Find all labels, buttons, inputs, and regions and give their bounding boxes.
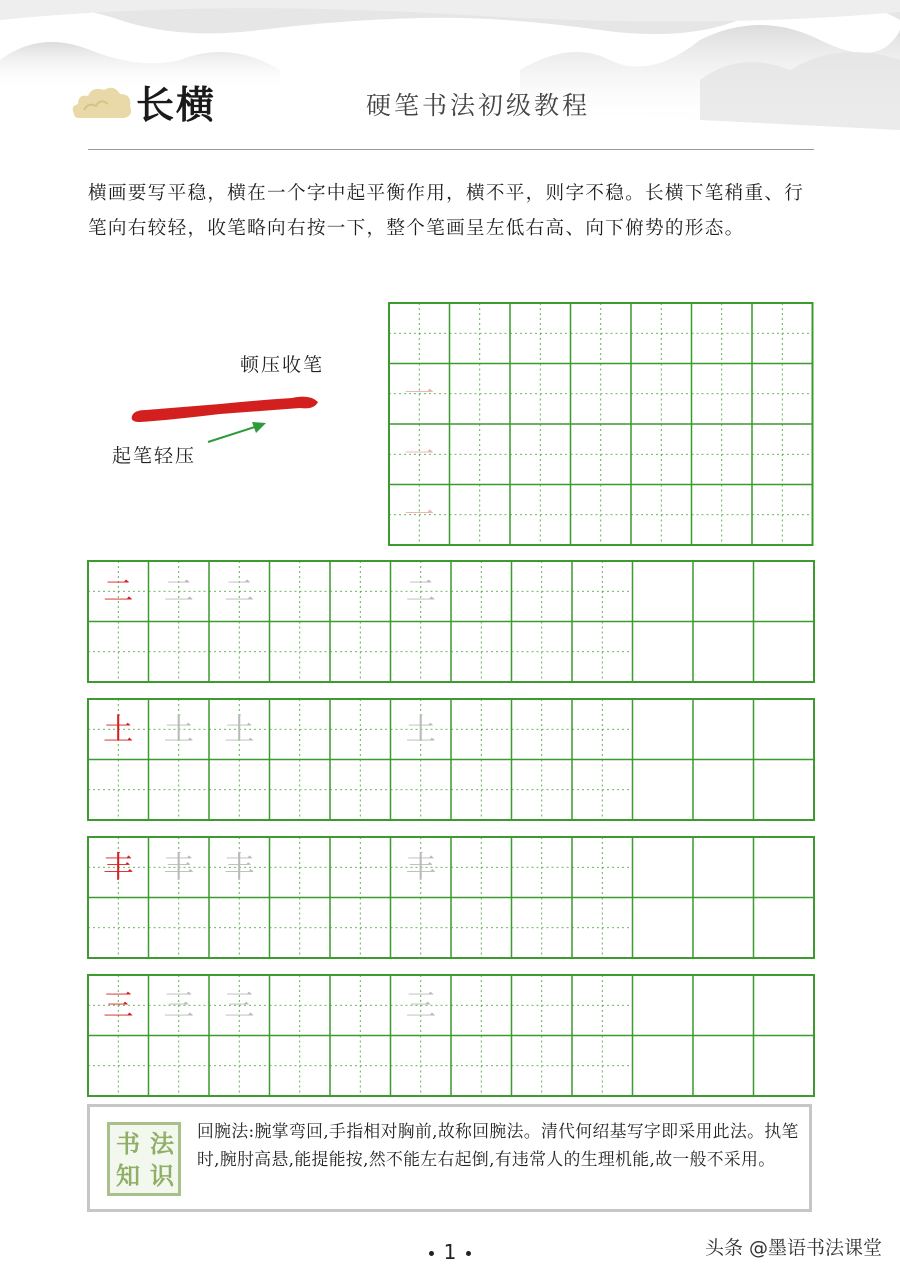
grid-cell: [633, 622, 694, 683]
grid-cell: [693, 561, 754, 622]
grid-cell: [754, 699, 815, 760]
trace-character: 三: [405, 988, 436, 1024]
grid-cell: [693, 975, 754, 1036]
grid-cell: [693, 622, 754, 683]
grid-cell: [633, 1036, 694, 1097]
seal-char: 识: [150, 1162, 174, 1190]
trace-character: 三: [224, 988, 255, 1024]
trace-character: 丰: [163, 850, 194, 886]
label-start-light: 起笔轻压: [112, 445, 197, 467]
trace-stroke-sample: 一: [404, 437, 435, 473]
grid-cell: [633, 699, 694, 760]
intro-paragraph: 横画要写平稳，横在一个字中起平衡作用，横不平，则字不稳。长横下笔稍重、行笔向右较轻，收笔略向右按一下，整个笔画呈左低右高、向下俯势的形态。: [88, 183, 805, 239]
page-title: 长横: [136, 83, 217, 127]
model-character: 土: [103, 712, 134, 748]
seal-char: 知: [116, 1162, 140, 1190]
trace-character: 三: [163, 988, 194, 1024]
seal-char: 法: [150, 1130, 174, 1158]
trace-character: 丰: [224, 850, 255, 886]
grid-cell: [633, 837, 694, 898]
grid-cell: [754, 898, 815, 959]
page-dot-right: [466, 1251, 471, 1256]
grid-cell: [633, 898, 694, 959]
trace-stroke-sample: 一: [404, 377, 435, 413]
grid-cell: [754, 561, 815, 622]
trace-character: 二: [405, 574, 436, 610]
trace-character: 二: [224, 574, 255, 610]
trace-character: 土: [224, 712, 255, 748]
grid-cell: [754, 622, 815, 683]
grid-cell: [754, 837, 815, 898]
trace-character: 丰: [405, 850, 436, 886]
trace-character: 二: [163, 574, 194, 610]
tutorial-subtitle: 硬笔书法初级教程: [366, 91, 591, 120]
knowledge-seal: [107, 1122, 181, 1196]
grid-cell: [633, 975, 694, 1036]
trace-stroke-sample: 一: [404, 498, 435, 534]
seal-char: 书: [116, 1130, 140, 1158]
grid-cell: [754, 1036, 815, 1097]
grid-cell: [693, 837, 754, 898]
label-end-press: 顿压收笔: [240, 354, 325, 376]
calligraphy-knowledge-box: [87, 1104, 812, 1212]
trace-character: 土: [163, 712, 194, 748]
model-character: 三: [103, 988, 134, 1024]
grid-cell: [633, 561, 694, 622]
model-character: 二: [103, 574, 134, 610]
grid-cell: [693, 898, 754, 959]
model-character: 丰: [103, 850, 134, 886]
knowledge-text: 回腕法:腕掌弯回,手指相对胸前,故称回腕法。清代何绍基写字即采用此法。执笔时,腕肘高悬,能提能按,然不能左右起倒,有违常人的生理机能,故一般不采用。: [197, 1121, 799, 1169]
grid-cell: [754, 975, 815, 1036]
source-watermark: 头条 @墨语书法课堂: [704, 1237, 882, 1259]
grid-cell: [633, 760, 694, 821]
trace-character: 土: [405, 712, 436, 748]
grid-cell: [693, 699, 754, 760]
grid-cell: [693, 1036, 754, 1097]
page-dot-left: [429, 1251, 434, 1256]
grid-cell: [754, 760, 815, 821]
page-number-value: 1: [443, 1240, 457, 1264]
grid-cell: [693, 760, 754, 821]
